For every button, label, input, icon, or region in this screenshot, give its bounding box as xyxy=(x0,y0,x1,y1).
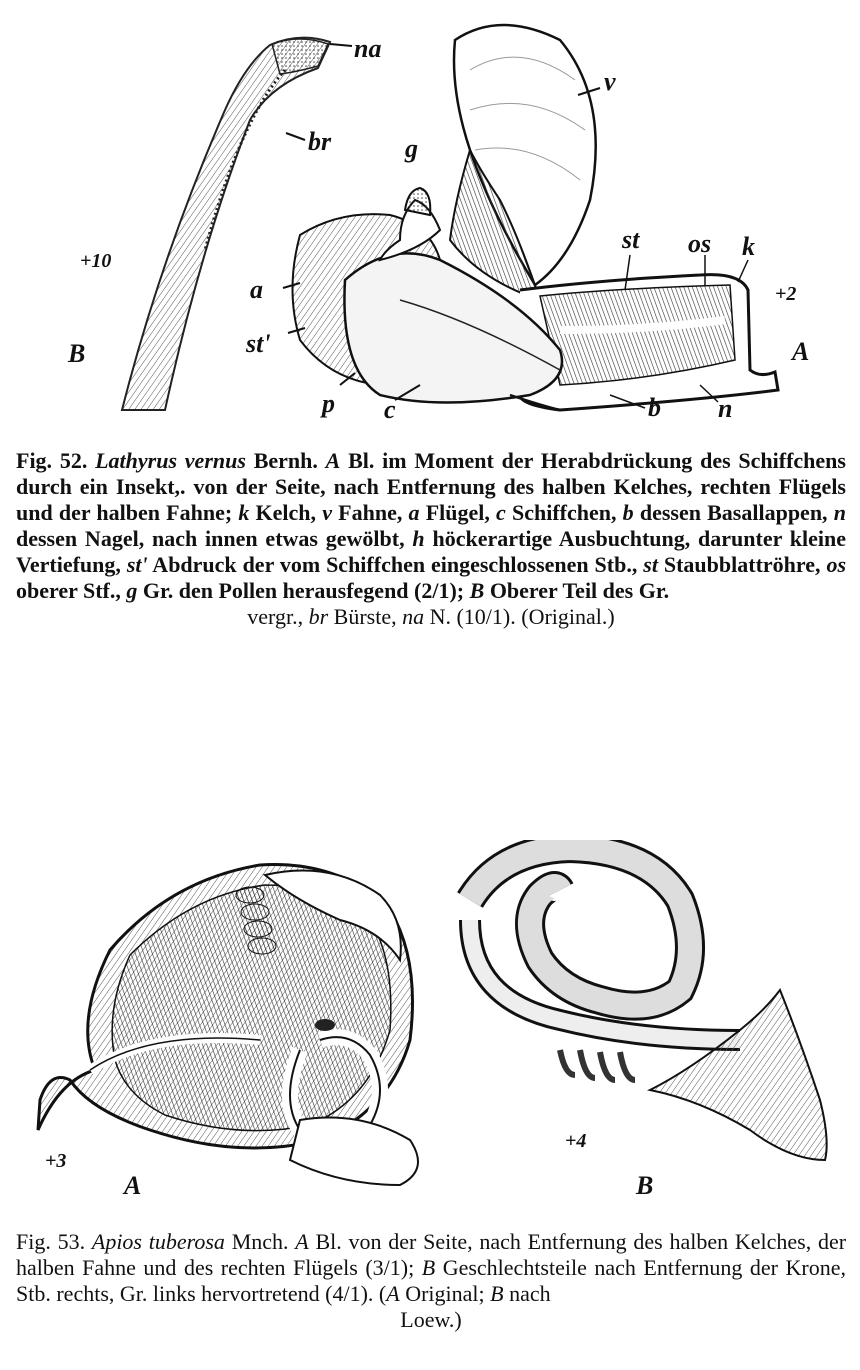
label-n: n xyxy=(718,394,733,423)
label-A-52: A xyxy=(792,337,810,366)
label-br: br xyxy=(308,127,332,156)
label-os: os xyxy=(688,229,712,258)
figure-52-caption: Fig. 52. Lathyrus vernus Bernh. A Bl. im Moment der Herabdrückung des Schiffchens durch ein Insekt,. von der Seite, nach Entfernung des halben Kelches, rechten Flügels und der halben Fahne; k Kelch, v Fahne, a Flügel, c Schiffchen, b dessen Basallappen, n dessen Nagel, nach innen etwas gewölbt, h höckerartige Ausbuchtung, darunter kleine Vertiefung, st' Abdruck der vom Schiffchen eingeschlossenen Stb., st Staubblattröhre, os oberer Stf., g Gr. den Pollen herausfegend (2/1); B Oberer Teil des Gr. vergr., br Bürste, na N. (10/1). (Original.) xyxy=(16,448,846,629)
fig53-species: Apios tuberosa xyxy=(91,1229,225,1254)
scale-a-53: +3 xyxy=(45,1150,67,1172)
label-g: g xyxy=(405,134,418,163)
apios-flower-drawing xyxy=(38,865,418,1185)
label-st: st xyxy=(622,225,640,254)
scale-b-53: +4 xyxy=(565,1130,587,1152)
figure-53-caption: Fig. 53. Apios tuberosa Mnch. A Bl. von der Seite, nach Entfernung des halben Kelches, der halben Fahne und des rechten Flügels (3/1); B Geschlechtsteile nach Entfernung der Krone, Stb. rechts, Gr. links hervortretend (4/1). (A Original; B nach Loew.) xyxy=(16,1229,847,1332)
label-st-prime: st' xyxy=(246,329,271,358)
label-A-53: A xyxy=(124,1171,142,1200)
fig52-species: Lathyrus vernus xyxy=(95,448,246,473)
fig52-number: Fig. 52. xyxy=(16,448,88,473)
label-B-52: B xyxy=(68,339,86,368)
scale-a-52: +2 xyxy=(775,283,797,305)
label-p: p xyxy=(322,389,335,418)
figure-53-illustration xyxy=(0,840,860,1210)
fig53-caption-last-line: Loew.) xyxy=(400,1307,462,1332)
label-na: na xyxy=(354,34,382,63)
label-B-53: B xyxy=(636,1171,654,1200)
apios-organs-drawing xyxy=(470,848,827,1160)
label-a: a xyxy=(250,275,263,304)
label-k: k xyxy=(742,232,755,261)
label-b: b xyxy=(648,393,661,422)
lathyrus-flower-drawing xyxy=(283,25,778,410)
figure-52-illustration xyxy=(0,0,860,440)
label-v: v xyxy=(604,67,616,96)
fig53-number: Fig. 53. xyxy=(16,1229,86,1254)
label-c: c xyxy=(384,395,396,424)
scale-b-52: +10 xyxy=(80,250,112,272)
